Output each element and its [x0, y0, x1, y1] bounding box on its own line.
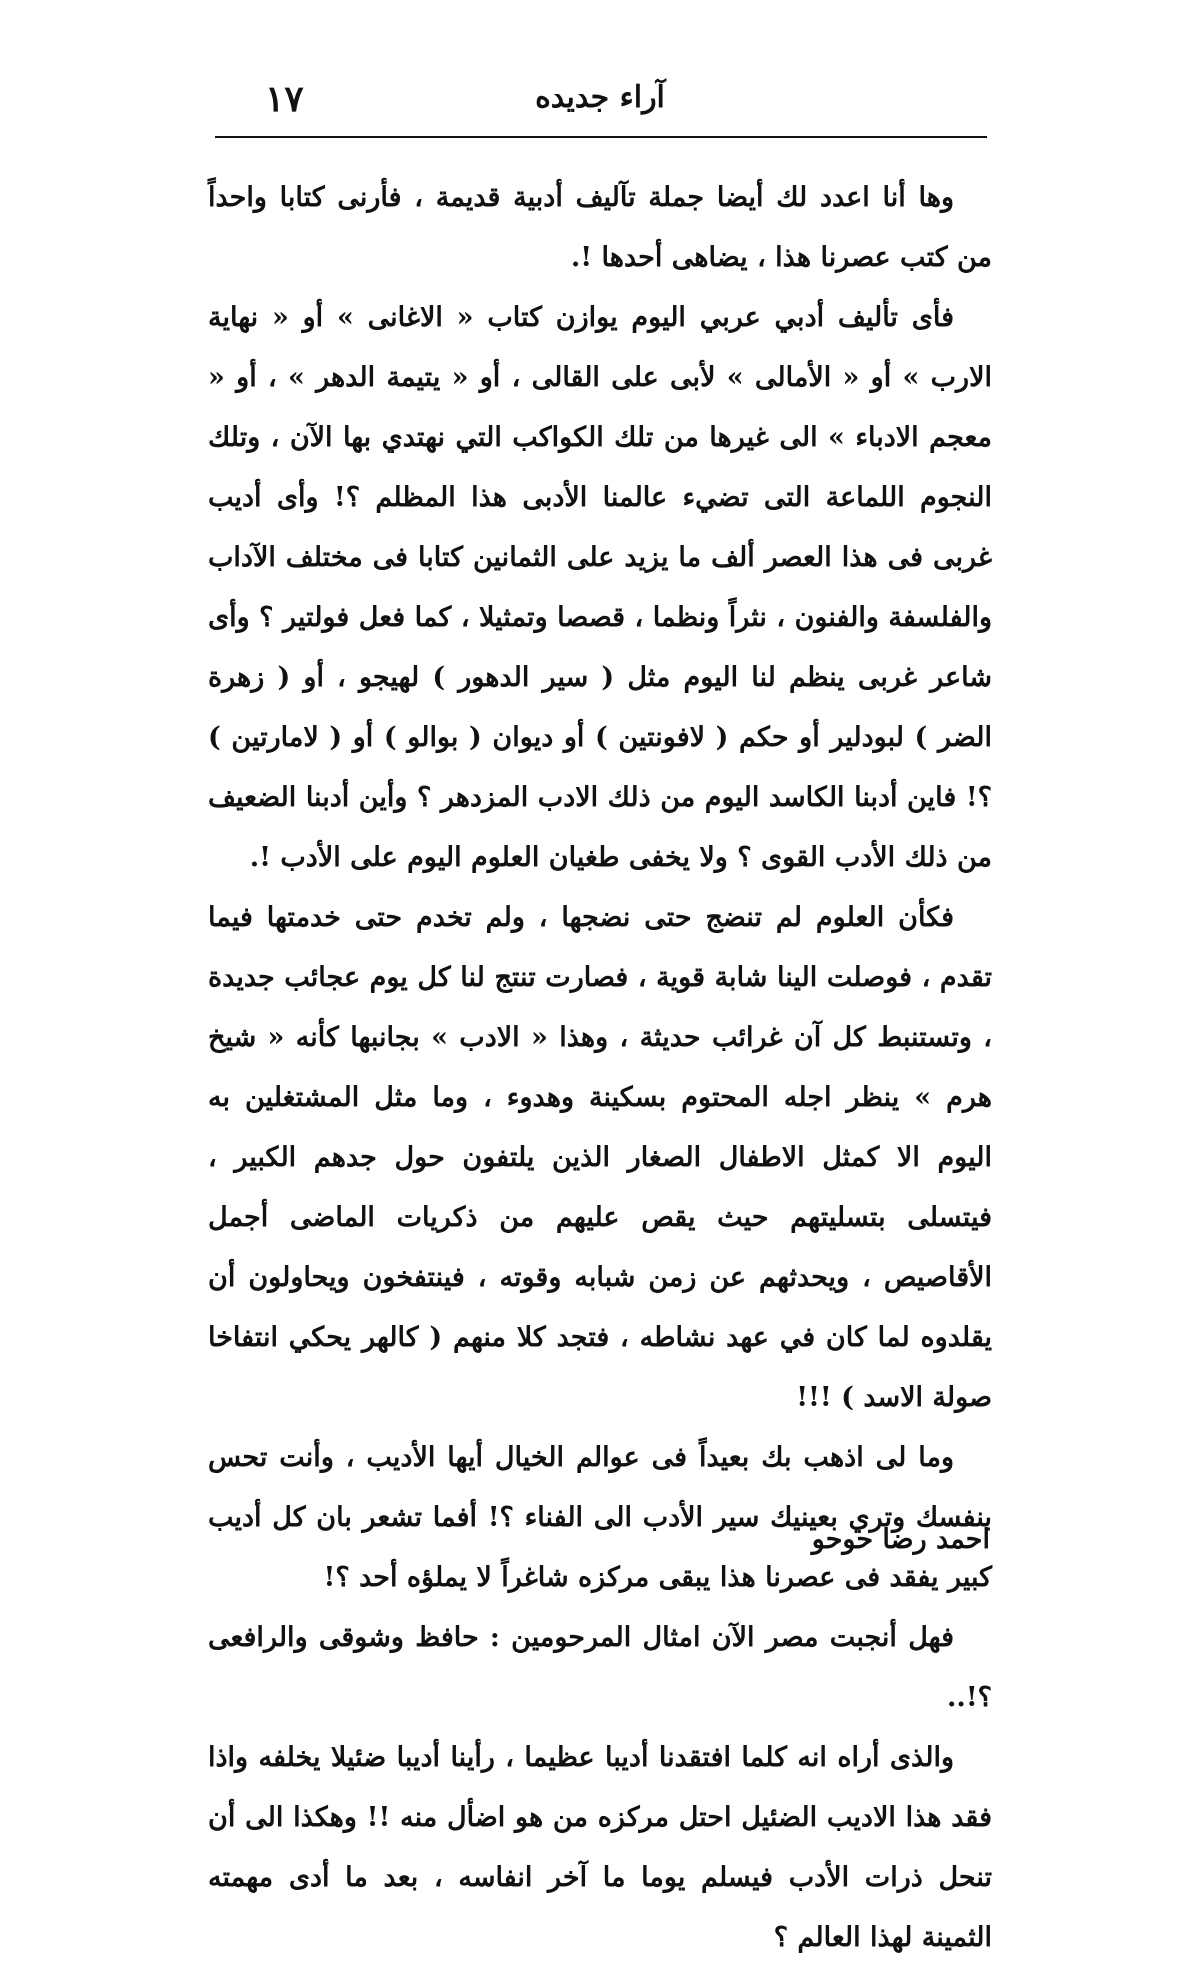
paragraph-6: والذى أراه انه كلما افتقدنا أديبا عظيما ، رأينا أديبا ضئيلا يخلفه واذا فقد هذا الاديب الضئيل احتل مركزه من هو اضأل منه !! وهكذا الى أن تنحل ذرات الأدب فيسلم يوما ما آخر انفاسه ، بعد ما أدى مهمته الثمينة لهذا العالم ؟: [208, 1742, 992, 1953]
header-divider: [215, 136, 987, 138]
paragraph-2: فأى تأليف أدبي عربي اليوم يوازن كتاب « الاغانى » أو « نهاية الارب » أو « الأمالى » لأبى على القالى ، أو « يتيمة الدهر » ، أو « معجم الادباء » الى غيرها من تلك الكواكب التي نهتدي بها الآن ، وتلك النجوم اللماعة التى تضيء عالمنا الأدبى هذا المظلم ؟! وأى أديب غربى فى هذا العصر ألف ما يزيد على الثمانين كتابا فى مختلف الآداب والفلسفة والفنون ، نثراً ونظما ، قصصا وتمثيلا ، كما فعل فولتير ؟ وأى شاعر غربى ينظم لنا اليوم مثل ( سير الدهور ) لهيجو ، أو ( زهرة الضر ) لبودلير أو حكم ( لافونتين ) أو ديوان ( بوالو ) أو ( لامارتين ) ؟! فاين أدبنا الكاسد اليوم من ذلك الادب المزدهر ؟ وأين أدبنا الضعيف من ذلك الأدب القوى ؟ ولا يخفى طغيان العلوم اليوم على الأدب !.: [208, 302, 992, 873]
article-body: [208, 168, 992, 1968]
page-header: [215, 72, 985, 128]
paragraph-3: فكأن العلوم لم تنضج حتى نضجها ، ولم تخدم حتى خدمتها فيما تقدم ، فوصلت الينا شابة قوية ، فصارت تنتج لنا كل يوم عجائب جديدة ، وتستنبط كل آن غرائب حديثة ، وهذا « الادب » بجانبها كأنه « شيخ هرم » ينظر اجله المحتوم بسكينة وهدوء ، وما مثل المشتغلين به اليوم الا كمثل الاطفال الصغار الذين يلتفون حول جدهم الكبير ، فيتسلى بتسليتهم حيث يقص عليهم من ذكريات الماضى أجمل الأقاصيص ، ويحدثهم عن زمن شبابه وقوته ، فينتفخون ويحاولون أن يقلدوه لما كان في عهد نشاطه ، فتجد كلا منهم ( كالهر يحكي انتفاخا صولة الاسد ) !!!: [208, 902, 992, 1413]
page-number: ١٧: [265, 78, 304, 120]
paragraph-4: وما لى اذهب بك بعيداً فى عوالم الخيال أيها الأديب ، وأنت تحس بنفسك وتري بعينيك سير الأدب الى الفناء ؟! أفما تشعر بان كل أديب كبير يفقد فى عصرنا هذا يبقى مركزه شاغراً لا يملؤه أحد ؟!: [208, 1442, 992, 1593]
paragraph-1: وها أنا اعدد لك أيضا جملة تآليف أدبية قديمة ، فأرنى كتابا واحداً من كتب عصرنا هذا ، يضاهى أحدها !.: [208, 182, 992, 273]
running-title: آراء جديده: [535, 80, 665, 115]
paragraph-5: فهل أنجبت مصر الآن امثال المرحومين : حافظ وشوقى والرافعى ؟!..: [208, 1622, 992, 1713]
author-signature: احمد رضا حوحو: [811, 1524, 990, 1555]
